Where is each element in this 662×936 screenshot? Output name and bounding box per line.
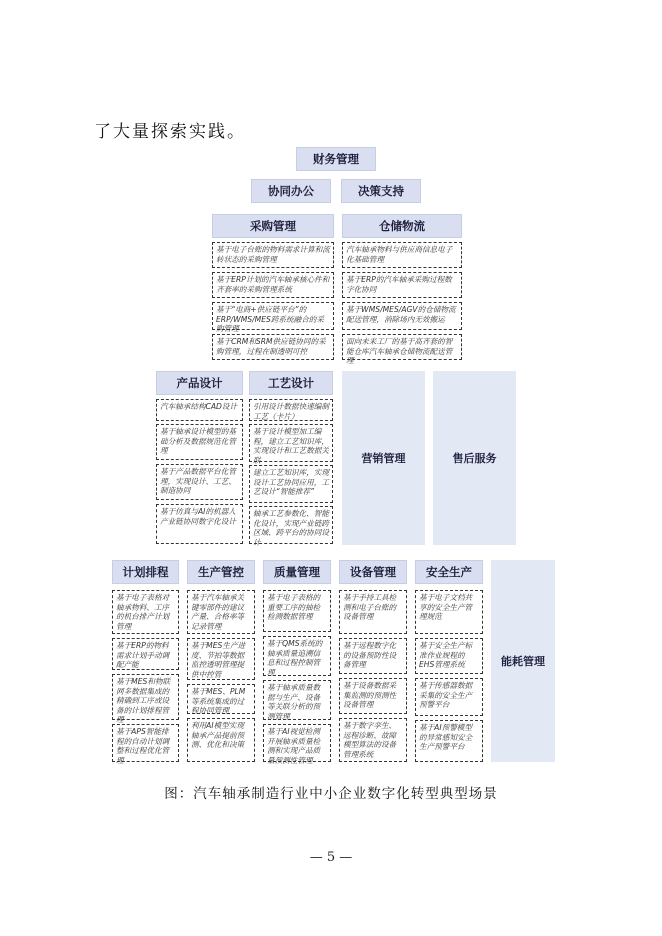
safety-item-3: 基于传感器数据采集的安全生产预警平台 [415,678,483,716]
quality-item-2: 基于QMS系统的轴承质量追溯信息和过程控制管理 [263,636,331,676]
safety-item-1: 基于电子文档共享的安全生产管理规范 [415,590,483,634]
marketing-column: 营销管理 [342,371,425,545]
planning-item-2: 基于ERP的物料需求计划手动调配产能 [112,638,179,670]
after-sales-column: 售后服务 [433,371,516,545]
decision-header: 决策支持 [341,179,421,203]
safety-item-2: 基于安全生产标准作业规程的EHS管理系统 [415,638,483,674]
quality-item-1: 基于电子表格的重要工序的抽检检测数据管理 [263,590,331,632]
planning-item-1: 基于电子表格对轴承物料、工序的机台排产计划管理 [112,590,179,634]
production-item-4: 利用AI模型实现轴承产品提前预测、优化和决策 [187,718,255,762]
quality-item-4: 基于AI视觉检测开展轴承质量检测和实现产品质量预测性管理 [263,724,331,762]
page-number: — 5 — [309,850,353,865]
process-design-item-1: 引用设计数据快速编制工艺（卡片） [249,399,333,421]
collab-header: 协同办公 [251,179,331,203]
quality-header: 质量管理 [263,560,331,584]
energy-column: 能耗管理 [491,560,555,762]
product-design-item-2: 基于轴承设计模型的基础分析及数据规范化管理 [156,424,243,460]
intro-text: 了大量探索实践。 [94,122,246,142]
planning-header: 计划排程 [112,560,179,584]
equipment-item-2: 基于远程数字化的设备预防性设备管理 [339,638,407,674]
procurement-item-3: 基于“电商+供应链平台”的ERP/WMS/MES跨系统融合的采购管理 [212,302,334,330]
equipment-item-3: 基于设备数据采集监测的预测性设备管理 [339,678,407,714]
production-item-3: 基于MES、PLM等系统集成的过程协同管理 [187,684,255,714]
production-item-2: 基于MES生产进度、节拍等数据监控透明管理提供中控管 [187,638,255,680]
planning-item-3: 基于MES和物联网多数据集成的精确到工序或设备的计划排程管理 [112,674,179,720]
production-item-1: 基于汽车轴承关键零部件的建议产量、合格率等记录管理 [187,590,255,634]
warehouse-item-2: 基于ERP的汽车轴承采购过程数字化协同 [342,272,462,298]
procurement-item-1: 基于电子台账的物料需求计算和流转状态的采购管理 [212,242,334,268]
product-design-item-4: 基于仿真与AI的机器人产业链协同数字化设计 [156,504,243,544]
warehouse-header: 仓储物流 [342,214,462,238]
safety-header: 安全生产 [415,560,483,584]
equipment-item-4: 基于数字孪生、远程诊断、故障模型算法的设备管理系统 [339,718,407,762]
procurement-header: 采购管理 [212,214,334,238]
planning-item-4: 基于APS智能排程的自动计划调整和过程优化管理 [112,724,179,762]
procurement-item-4: 基于CRM和SRM供应链协同的采购管理，过程在制透明可控 [212,334,334,360]
process-design-item-2: 基于设计模型加工编程，建立工艺知识库，实现设计和工艺数据关联 [249,424,333,462]
safety-item-4: 基于AI预警模型的异常感知安全生产预警平台 [415,720,483,762]
procurement-item-2: 基于ERP计划的汽车轴承核心件和齐套率的采购管理系统 [212,272,334,298]
equipment-item-1: 基于手持工具检测和电子台账的设备管理 [339,590,407,634]
warehouse-item-1: 汽车轴承物料与供应商信息电子化基础管理 [342,242,462,268]
product-design-item-3: 基于产品数据平台化管理，实现设计、工艺、制造协同 [156,464,243,500]
finance-header: 财务管理 [296,147,376,171]
process-design-item-3: 建立工艺知识库，实现设计工艺协同应用，工艺设计“智能推荐” [249,465,333,503]
product-design-header: 产品设计 [156,371,243,395]
warehouse-item-3: 基于WMS/MES/AGV的仓储物流配送管理，消除场内无效搬运 [342,302,462,330]
process-design-header: 工艺设计 [249,371,333,395]
warehouse-item-4: 面向未来工厂的基于高齐套的智能仓库汽车轴承仓储物流配送管理 [342,334,462,360]
production-header: 生产管控 [187,560,255,584]
product-design-item-1: 汽车轴承结构CAD设计 [156,399,243,421]
process-design-item-4: 轴承工艺参数化、智能化设计，实现产业链跨区域、跨平台的协同设计 [249,506,333,544]
quality-item-3: 基于轴承质量数据与生产、设备等关联分析的预测管理 [263,680,331,720]
equipment-header: 设备管理 [339,560,407,584]
figure-caption: 图：汽车轴承制造行业中小企业数字化转型典型场景 [164,786,498,802]
